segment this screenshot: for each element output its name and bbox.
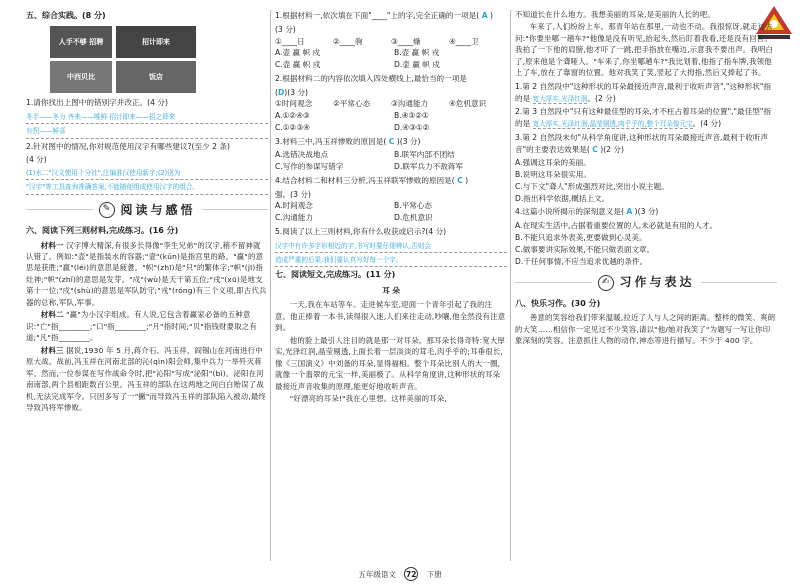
question-6-2-options: A.①②④③ B.④③②① C.①②③④ D.④③①② — [275, 111, 430, 132]
material-2-text-1: "赢"为小汉字组成。有人说,它包含着赢家必备的五种意识:"亡"指 — [26, 310, 251, 331]
question-6-2: 2.根据材料二的内容依次填入四处横线上,最恰当的一项是 — [275, 73, 467, 83]
page-number: 72 — [404, 567, 418, 581]
material-2-label: 材料二 — [40, 310, 64, 320]
answer-6-5-line2: 造成严重的后果,我们要认真写好每一个字。 — [275, 254, 507, 267]
answer-7-1: 宽大厚实,光泽红润 — [532, 94, 588, 103]
answer-5-2-line2: "汉字"等工具查询准确答案,不能随便组成使用汉字的组合。 — [26, 181, 268, 194]
material-1 — [26, 240, 268, 309]
question-5-2: 2.针对图中的情况,你对规范使用汉字有哪些建议?(至少 2 条) — [26, 141, 230, 151]
reading-banner — [26, 201, 268, 220]
material-2-text-2: ;"口"指 — [89, 321, 115, 331]
question-7-3: 3.第 2 自然段末句"从科学角度讲,这种形状的耳朵最接近声音,最利于收听声音"的主要表达效果是( C )(2 分) — [515, 132, 769, 154]
material-3 — [26, 345, 268, 414]
question-6-1-blanks: ①____日 ②____驹 ③____燥 ④____卫 — [275, 36, 479, 46]
question-6-4: 4.结合材料二和材料三分析,冯玉祥联军惨败的原因是( C ) — [275, 175, 469, 185]
writing-banner-title: 习作与表达 — [619, 275, 695, 290]
column-right — [515, 8, 777, 563]
question-6-3: 3.材料三中,冯玉祥惨败的原因是( C )(3 分) — [275, 136, 421, 146]
passage-para-5: 车来了,人们纷纷上车。那青年站在那里,一动也不动。我很惊讶,就走过去问:"你要坐哪一趟车?"他像是没有听见,抬起头,然后盯着我看,还是没有回答。我拍了一下他的肩膀,他才吓了一跳,把手指放在嘴边,示意我不要出声。我明白了,原来他是个聋哑人。"车来了,你坐哪趟车?"我比划着,他指了指车牌,我领他上了车,放在了靠窗的位置。他对我笑了笑,竖起了大拇指,然后又捧起了书。 — [515, 22, 774, 78]
column-middle: 1.根据材料一,依次填在下面"____"上的字,完全正确的一项是( A ) (3 分) ①____日 ②____驹 ③____燥 ④____卫 A.壶 赢 帜 戍 B.壶 赢 帜 戎 C.壶 赢 帜 戍 D.壶 赢 帜 戍 2.根据材料二的内容依次填入四处横线上,最恰当的一项是 (D)(3 分) ①时间观念 ②平常心态 ③沟通能力 ④危机意识 A.①②④③ B.④③②① C.①②③④ D.④③①② 3.材料三中,冯玉祥惨败的原因是( C )(3 分) A.选错决战地点 B.联军内部不团结 C.写作的参谋写错字 D.联军兵力不敌蒋军 4.结合材料二和材料三分析,冯玉祥联军惨败的原因是( C ) 强。(3 分) A.时间观念 B.平常心态 C.沟通能力 D.危机意识 5.阅读了以上三则材料,你有什么收获或启示?(4 分) 汉字中有许多字形相近的字,书写时要仔细辨认,否则会 造成严重的后果,我们要认真写好每一个字。 七、阅读短文,完成练习。(11 分) 耳 朵 一天,我在车站等车。走进候车室,迎面一个青年引起了我的注意。他正捧着一本书,读得很入迷,人们来往走动,吵嚷,他全然没有注意到。 他的脸上最引人注目的就是那一对耳朵。那耳朵长得奇特:宽大厚实,光泽红润,晶莹剔透,上面长着一层淡淡的茸毛,肉乎乎的;耳垂很长,像《三国演义》中刘备的耳朵,显得福相。整个耳朵比别人的大一圈,就像一个翡翠的元宝一样,美丽极了。从科学角度讲,这种形状的耳朵最接近声音收集的原理,能更好地收听声音。 "好漂亮的耳朵!"我在心里想。这样美丽的耳朵, — [275, 11, 506, 404]
passage-para-4: 不知道长在什么地方。我想美丽的耳朵,是美丽的人长的吧。 — [515, 10, 715, 19]
question-6-2-items: ①时间观念 ②平常心态 ③沟通能力 ④危机意识 — [275, 99, 487, 109]
footer-subject: 五年级语文 — [358, 570, 396, 579]
column-divider — [270, 10, 271, 561]
footer-volume: 下册 — [426, 570, 442, 579]
section-8-title: 八、快乐习作。(30 分) — [515, 298, 601, 308]
answer-6-3: C — [388, 136, 395, 146]
photo-sign-2: 招计即来 — [116, 26, 196, 58]
answer-5-1-line1: 冬手——冬力 齐来——唯鲜 招计即来——招之即来 — [26, 111, 268, 124]
answer-7-4: A — [626, 207, 633, 217]
photo-sign-4: 饭店 — [116, 61, 196, 93]
question-6-4-label: 强。(3 分) — [275, 189, 311, 199]
photo-sign-1: 人手不够 招聘 — [50, 26, 112, 58]
answer-7-3: C — [592, 144, 598, 154]
answer-5-2-line1: (1)水二"汉文使用十分社",注编准汉使用新字;(2)别为 — [26, 167, 268, 180]
question-6-3-options: A.选错决战地点 B.联军内部不团结 C.写作的参谋写错字 D.联军兵力不敌蒋军 — [275, 150, 464, 172]
column-divider — [510, 10, 511, 561]
answer-6-5-line1: 汉字中有许多字形相近的字,书写时要仔细辨认,否则会 — [275, 240, 507, 253]
question-7-1: 1.第 2 自然段中"这种形状的耳朵最接近声音,最利于收听声音","这种形状"指的是 宽大厚实,光泽红润。(2 分) — [515, 81, 771, 103]
material-3-label: 材料三 — [40, 345, 64, 355]
essay-prompt: 善意的笑容给我们带来温暖,拉近了人与人之间的距离。整样的微笑、爽朗的大笑……相信你一定见过不少笑容,请以"他/她对我笑了"为题写一写让你印象深刻的笑容。注意抓住人物的动作,神态等进行描写。不少于 400 字。 — [515, 313, 776, 346]
page-footer — [0, 567, 800, 581]
writing-banner — [515, 273, 777, 292]
answer-6-1: A — [481, 11, 488, 20]
material-1-text: 汉字博大精深,有很多长得像"孪生兄弟"的汉字,稍不留神就认错了。例如:"壶"是指装水的容器;"壸"(kǔn)是指宫里的路。"赢"的意思是获胜;"嬴"(léi)的意思是疲惫。"帜"(zhī)是"只"的繁体字;"帜"(jī)指灶神;"帜"(zhǐ)的意思是发芽。"戍"(wù)是天干第五位;"戌"(xū)是地支第十一位;"戍"(shù)的意思是军队防守;"戎"(róng)有三个义项,即古代兵器的总称,军队,军事。 — [26, 240, 267, 307]
passage-para-2: 他的脸上最引人注目的就是那一对耳朵。那耳朵长得奇特:宽大厚实,光泽红润,晶莹剔透,上面长着一层淡淡的茸毛,肉乎乎的;耳垂很长,像《三国演义》中刘备的耳朵,显得福相。整个耳朵比别人的大一圈,就像一个翡翠的元宝一样,美丽极了。从科学角度讲,这种形状的耳朵最接近声音收集的原理,能更好地收听声音。 — [275, 335, 506, 391]
sign-photos — [50, 26, 268, 93]
question-5-2-score: (4 分) — [26, 155, 47, 165]
passage-title: 耳 朵 — [382, 285, 400, 295]
question-7-4: 4.这篇小说所揭示的深刻意义是( A )(3 分) — [515, 207, 659, 217]
answer-5-1-line2: 有拐——鲜喜 — [26, 125, 268, 138]
column-left — [26, 8, 268, 563]
section-5-title: 五、综合实践。(8 分) — [26, 11, 106, 20]
passage-para-1: 一天,我在车站等车。走进候车室,迎面一个青年引起了我的注意。他正捧着一本书,读得很入迷,人们来往走动,吵嚷,他全然没有注意到。 — [275, 300, 506, 333]
answer-6-2: D — [277, 87, 285, 97]
question-6-1-options: A.壶 赢 帜 戍 B.壶 赢 帜 戎 C.壶 赢 帜 戍 D.壶 赢 帜 戍 — [275, 48, 440, 70]
question-7-4-options: A.在现实生活中,占据着重要位置的人,未必就是有用的人才。 B.不能只追求外表美,更要做到心灵美。 C.做事要讲实际效果,不能只做表面文章。 D.千任何事情,不应当追求优越的条件。 — [515, 221, 718, 266]
book-icon: ✎ — [99, 202, 115, 218]
section-7-title: 七、阅读短文,完成练习。(11 分) — [275, 270, 396, 280]
answer-6-4: C — [457, 175, 463, 185]
pen-icon: ✍ — [598, 275, 614, 291]
reading-banner-title: 阅读与感悟 — [120, 202, 196, 217]
photo-sign-3: 中西贝比 — [50, 61, 112, 93]
question-5-1: 1.请你找出上图中的错别字并改正。(4 分) — [26, 98, 168, 108]
question-6-1: 1.根据材料一,依次填在下面"____"上的字,完全正确的一项是( A ) — [275, 11, 493, 20]
question-6-4-options: A.时间观念 B.平常心态 C.沟通能力 D.危机意识 — [275, 201, 433, 223]
section-6-title: 六、阅读下列三则材料,完成练习。(16 分) — [26, 226, 179, 236]
material-2-text-3: ;"月"指时间;"贝"指钱财要取之有道;"凡"指 — [26, 321, 257, 343]
answer-7-2-part1: 宽大厚实,光泽红润,晶莹剔透,肉乎乎的 — [532, 120, 645, 129]
question-6-1-score: (3 分) — [275, 24, 296, 34]
material-3-text: 据说,1930 年 5 月,蒋介石、冯玉祥、阎锡山在河南进行中原大战。战前,冯玉祥在河南北部的沁(qìn)阳会师,集中兵力一举歼灭蒋军。然而,一位参谋在写作战命令时,把"沁阳"写成"泌阳"(bì)。泌阳在河南南部,两个县相距数百公里。冯玉祥的部队在这两地之间白白贻误了战机,无法完成军令。只因多写了一"撇"而导致冯玉祥的部队陷入被动,最终导致冯将军惨败。 — [26, 345, 267, 413]
material-1-label: 材料一 — [40, 240, 64, 250]
question-6-5: 5.阅读了以上三则材料,你有什么收获或启示?(4 分) — [275, 227, 447, 237]
question-7-2: 2.第 3 自然段中"只有这种最佳型的耳朵,才不枉占着耳朵的位置","最佳型"指的是 宽大厚实,光泽红润,晶莹剔透,肉乎乎的,整个耳朵像元宝。(4 分) — [515, 107, 771, 129]
material-2: 材料二 "赢"为小汉字组成。有人说,它包含着赢家必备的五种意识:"亡"指________;"口"指________;"月"指时间;"贝"指钱财要取之有道;"凡"指________。 — [26, 310, 257, 343]
question-7-3-options: A.强调这耳朵的美丽。 B.说明这耳朵很实用。 C.与下文"聋人"形成强烈对比,突出小说主题。 D.指出科学依据,概括上文。 — [515, 158, 669, 203]
answer-7-2-part2: ,整个耳朵像元宝 — [644, 120, 693, 129]
passage-para-3: "好漂亮的耳朵!"我在心里想。这样美丽的耳朵, — [289, 394, 447, 404]
